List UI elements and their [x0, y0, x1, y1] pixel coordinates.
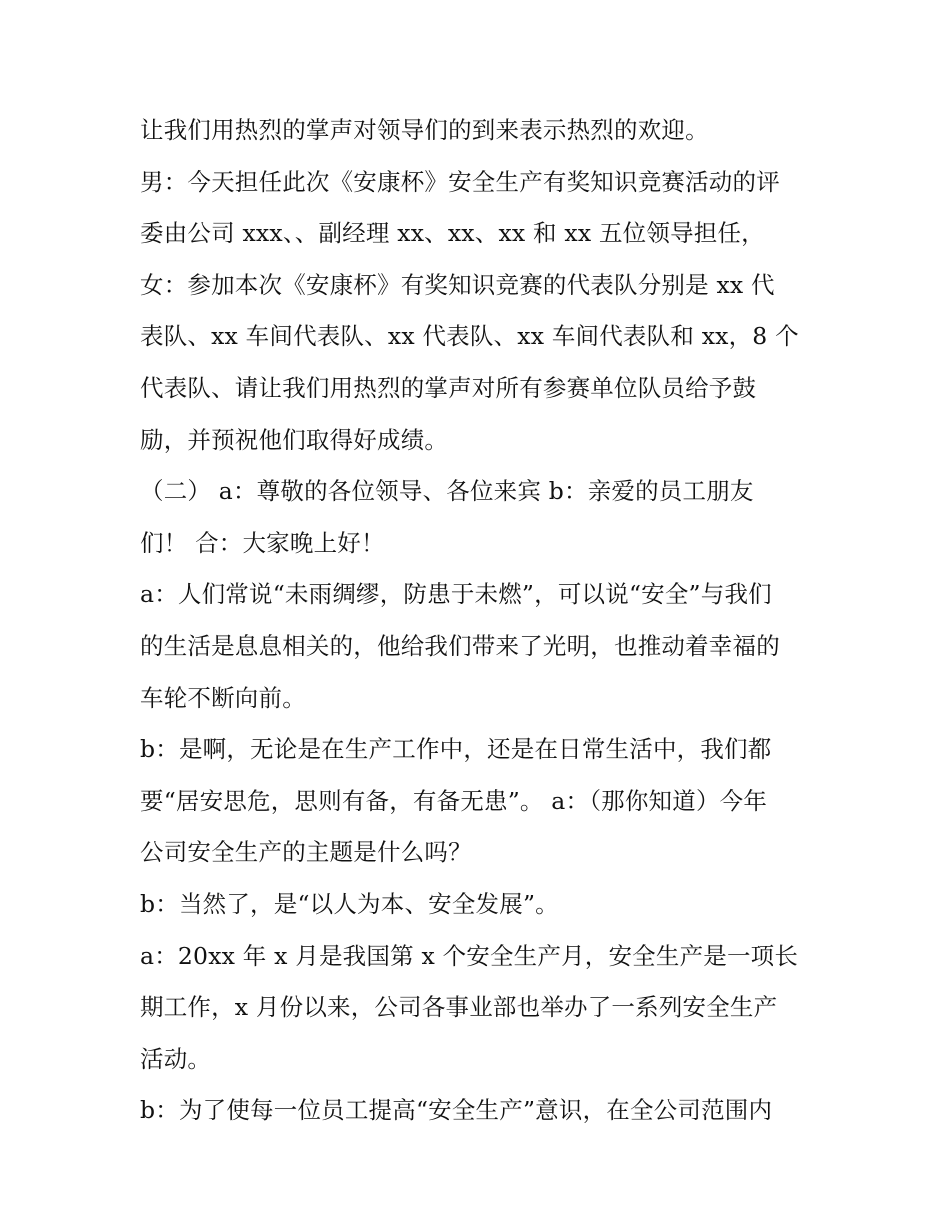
text-line: 公司安全生产的主题是什么吗？	[140, 838, 472, 867]
text-line: 励，并预祝他们取得好成绩。	[140, 425, 449, 454]
text-line: 表队、xx 车间代表队、xx 代表队、xx 车间代表队和 xx，8 个	[140, 322, 799, 351]
text-line: 代表队、请让我们用热烈的掌声对所有参赛单位队员给予鼓	[140, 373, 757, 402]
document-body	[140, 105, 820, 1137]
text-line: 女：参加本次《安康杯》有奖知识竞赛的代表队分别是 xx 代	[140, 270, 775, 299]
text-line: 让我们用热烈的掌声对领导们的到来表示热烈的欢迎。	[140, 116, 709, 144]
text-line: 们！ 合：大家晚上好！	[140, 528, 385, 557]
text-line: 活动。	[140, 1044, 212, 1073]
text-line: 委由公司 xxx、、副经理 xx、xx、xx 和 xx 五位领导担任，	[140, 219, 765, 248]
text-line: b：当然了，是“以人为本、安全发展”。	[140, 889, 559, 918]
text-line: 车轮不断向前。	[140, 683, 306, 712]
text-line: （二） a：尊敬的各位领导、各位来宾 b：亲爱的员工朋友	[140, 477, 754, 506]
text-line: 的生活是息息相关的，他给我们带来了光明，也推动着幸福的	[140, 631, 780, 660]
text-line: b：是啊，无论是在生产工作中，还是在日常生活中，我们都	[140, 735, 772, 764]
text-line: 期工作，x 月份以来，公司各事业部也举办了一系列安全生产	[140, 993, 778, 1022]
text-line: 要“居安思危，思则有备，有备无患”。 a：（那你知道）今年	[140, 786, 768, 815]
text-line: a：人们常说“未雨绸缪，防患于未燃”，可以说“安全”与我们	[140, 580, 772, 609]
text-line: b：为了使每一位员工提高“安全生产”意识，在全公司范围内	[140, 1096, 773, 1125]
text-line: 男：今天担任此次《安康杯》安全生产有奖知识竞赛活动的评	[140, 167, 780, 196]
text-line: a：20xx 年 x 月是我国第 x 个安全生产月，安全生产是一项长	[140, 941, 799, 970]
